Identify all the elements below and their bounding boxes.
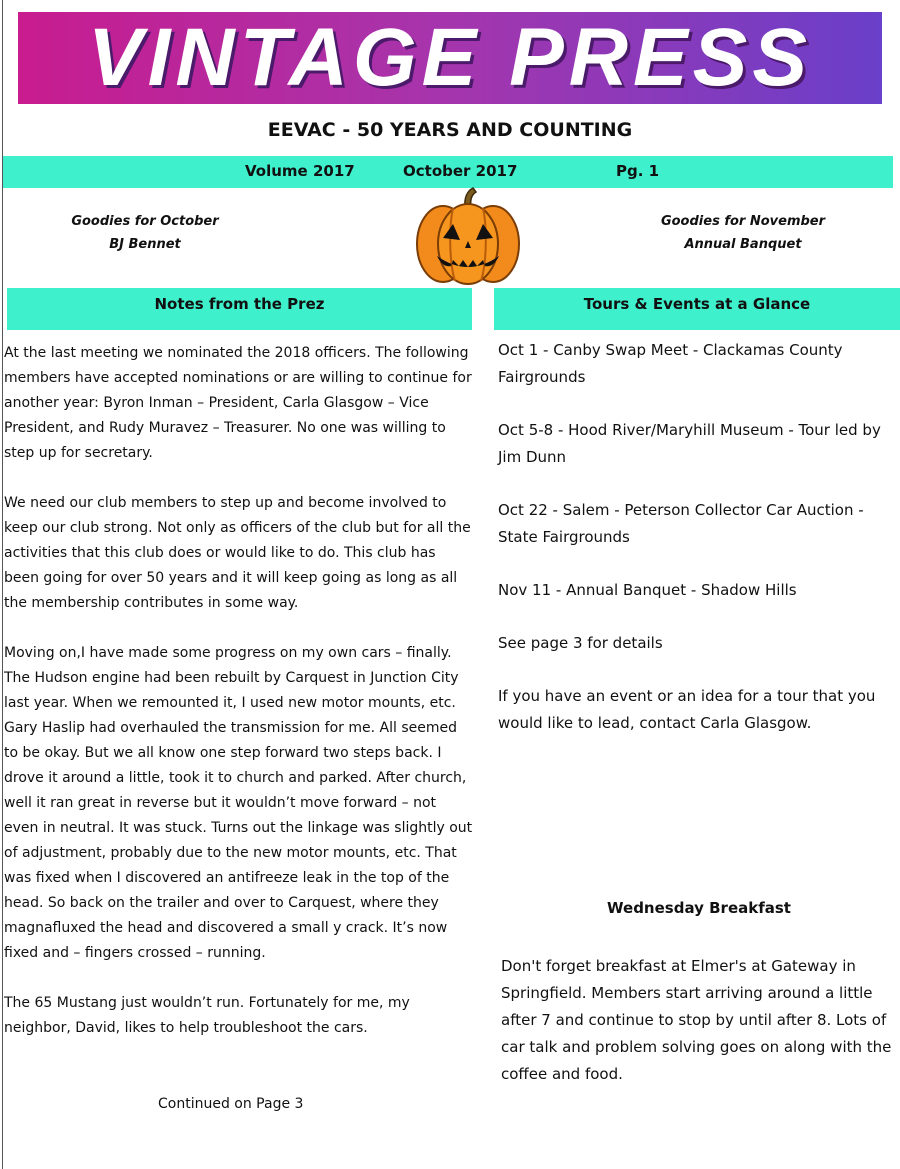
newsletter-subtitle: EEVAC - 50 YEARS AND COUNTING xyxy=(267,119,633,141)
event-item: Oct 1 - Canby Swap Meet - Clackamas County Fairgrounds xyxy=(498,341,843,386)
event-item: Oct 22 - Salem - Peterson Collector Car Auction - State Fairgrounds xyxy=(498,501,864,546)
masthead-title: VINTAGE PRESS xyxy=(87,12,813,103)
event-note: See page 3 for details xyxy=(498,634,663,652)
goodies-october xyxy=(25,210,265,256)
prez-article xyxy=(4,341,474,1066)
prez-heading-bar xyxy=(7,288,472,330)
tours-list xyxy=(498,337,900,763)
prez-paragraph: The 65 Mustang just wouldn’t run. Fortunately for me, my neighbor, David, likes to help troubleshoot the cars. xyxy=(4,995,410,1036)
prez-paragraph: Moving on,I have made some progress on my own cars – finally. The Hudson engine had been rebuilt by Carquest in Junction City last year. When we remounted it, I used new motor mounts, etc. Gary Haslip had overhauled the transmission for me. All seemed to be okay. But we all know one step forward two steps back. I drove it around a little, took it to church and parked. After church, well it ran great in reverse but it wouldn’t move forward – not even in neutral. It was stuck. Turns out the linkage was slightly out of adjustment, probably due to the new motor mounts, etc. That was fixed when I discovered an antifreeze leak in the top of the head. So back on the trailer and over to Carquest, where they magnafluxed the head and discovered a small y crack. It’s now fixed and – fingers crossed – running. xyxy=(4,645,473,961)
issue-date: October 2017 xyxy=(403,162,518,180)
event-item: Oct 5-8 - Hood River/Maryhill Museum - Tour led by Jim Dunn xyxy=(498,421,881,466)
breakfast-body: Don't forget breakfast at Elmer's at Gateway in Springfield. Members start arriving around a little after 7 and continue to stop by until after 8. Lots of car talk and problem solving goes on along with the coffee and food. xyxy=(501,957,892,1083)
event-item: Nov 11 - Annual Banquet - Shadow Hills xyxy=(498,581,797,599)
goodies-october-title: Goodies for October xyxy=(71,214,219,229)
volume-label: Volume 2017 xyxy=(245,162,355,180)
prez-heading: Notes from the Prez xyxy=(154,295,325,313)
jack-o-lantern-icon xyxy=(413,186,523,286)
tours-heading-bar xyxy=(494,288,900,330)
goodies-november-title: Goodies for November xyxy=(660,214,826,229)
tours-heading: Tours & Events at a Glance xyxy=(583,295,811,313)
event-note: If you have an event or an idea for a tour that you would like to lead, contact Carla Glasgow. xyxy=(498,687,876,732)
continued-note: Continued on Page 3 xyxy=(158,1096,304,1112)
masthead-banner xyxy=(18,12,882,104)
goodies-november xyxy=(623,210,863,256)
prez-paragraph: At the last meeting we nominated the 2018 officers. The following members have accepted nominations or are willing to continue for another year: Byron Inman – President, Carla Glasgow – Vice President, and Rudy Muravez – Treasurer. No one was willing to step up for secretary. xyxy=(4,345,472,461)
goodies-october-name: BJ Bennet xyxy=(109,237,181,252)
breakfast-heading: Wednesday Breakfast xyxy=(607,899,791,917)
volume-bar xyxy=(3,156,893,188)
page-number: Pg. 1 xyxy=(616,162,660,180)
goodies-november-name: Annual Banquet xyxy=(684,237,802,252)
prez-paragraph: We need our club members to step up and become involved to keep our club strong. Not only as officers of the club but for all the activities that this club does or would like to do. This club has been going for over 50 years and it will keep going as long as all the membership contributes in some way. xyxy=(4,495,471,611)
